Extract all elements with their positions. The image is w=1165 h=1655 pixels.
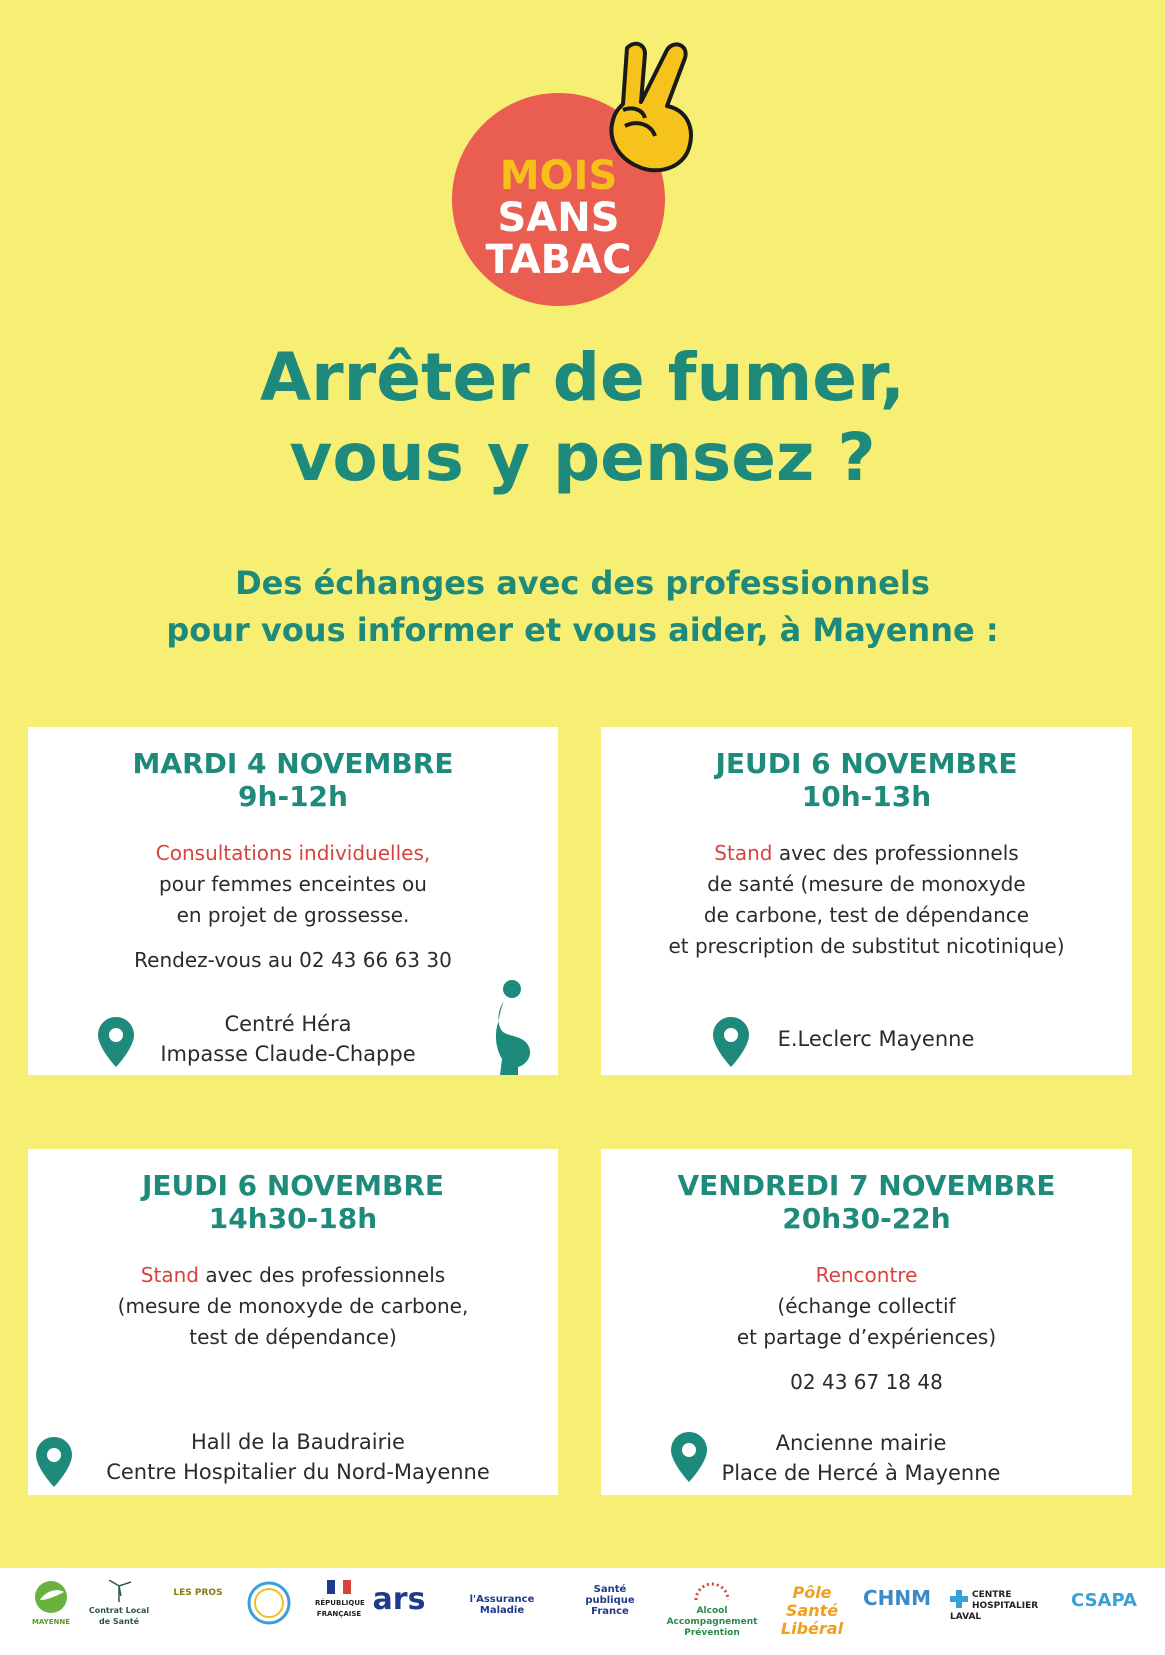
event-description-line: et partage d’expériences)	[736, 1325, 997, 1349]
event-hours: 10h-13h	[801, 780, 932, 813]
event-description	[28, 838, 558, 931]
event-location-line: Ancienne mairie	[775, 1431, 947, 1455]
event-card-2	[601, 727, 1132, 1075]
event-description-line: test de dépendance)	[189, 1325, 397, 1349]
event-highlight: Rencontre	[815, 1263, 918, 1287]
partner-label: ars	[372, 1582, 426, 1617]
event-hours: 20h30-22h	[782, 1202, 951, 1235]
event-description-line: de carbone, test de dépendance	[703, 903, 1030, 927]
subheadline-line-1: Des échanges avec des professionnels	[235, 564, 930, 602]
pole-sante-liberal-logo	[774, 1584, 850, 1644]
event-highlight: Consultations individuelles,	[155, 841, 431, 865]
contrat-local-sante-logo	[86, 1580, 152, 1640]
partner-label: Pôle Santé Libéral	[780, 1583, 844, 1638]
event-description-line: avec des professionnels	[198, 1263, 446, 1287]
event-description	[601, 1260, 1132, 1353]
event-location	[756, 1024, 996, 1054]
event-location	[711, 1428, 1011, 1488]
event-card-4	[601, 1149, 1132, 1495]
event-hours: 14h30-18h	[208, 1202, 378, 1235]
partner-label: MAYENNE	[31, 1618, 71, 1626]
mayenne-leaf-icon	[34, 1580, 68, 1614]
partner-label: CENTRE HOSPITALIER LAVAL	[950, 1590, 1039, 1622]
event-location-line: Centré Héra	[224, 1012, 352, 1036]
csapa-logo	[1066, 1590, 1142, 1650]
event-day: VENDREDI 7 NOVEMBRE	[677, 1169, 1056, 1202]
event-location-line: Impasse Claude-Chappe	[160, 1042, 416, 1066]
event-description	[601, 838, 1132, 962]
marianne-flag-icon	[327, 1580, 351, 1594]
les-pros-logo	[168, 1588, 228, 1648]
event-description	[28, 1260, 558, 1353]
event-highlight: Stand	[140, 1263, 199, 1287]
partner-label: Alcool Accompagnement Prévention	[666, 1606, 758, 1638]
event-card-3	[28, 1149, 558, 1495]
event-location	[138, 1009, 438, 1069]
partner-label: l'Assurance Maladie	[469, 1594, 535, 1616]
logo-line-2: SANS	[497, 195, 620, 241]
event-description-line: en projet de grossesse.	[176, 903, 410, 927]
event-description-line: et prescription de substitut nicotinique)	[668, 934, 1065, 958]
alcool-accompagnement-prevention-logo	[664, 1582, 760, 1642]
location-pin-icon	[713, 1017, 749, 1067]
headline	[0, 338, 1165, 498]
event-description-line: avec des professionnels	[772, 841, 1019, 865]
event-day: JEUDI 6 NOVEMBRE	[715, 747, 1018, 780]
partner-label: Santé publique France	[585, 1584, 635, 1617]
victory-hand-icon	[597, 40, 717, 180]
partner-label: CSAPA	[1071, 1590, 1137, 1611]
partner-label: CHNM	[862, 1586, 932, 1610]
centre-hospitalier-laval-logo	[950, 1590, 1042, 1650]
logo-line-1: MOIS	[499, 153, 618, 199]
subheadline	[0, 560, 1165, 654]
event-highlight: Stand	[714, 841, 773, 865]
event-day: MARDI 4 NOVEMBRE	[132, 747, 454, 780]
headline-line-1: Arrêter de fumer,	[260, 339, 905, 416]
partner-label: Contrat Local de Santé	[88, 1606, 150, 1626]
event-location-line: E.Leclerc Mayenne	[777, 1027, 975, 1051]
mayenne-communaute-logo	[26, 1580, 76, 1640]
ars-logo	[368, 1582, 430, 1642]
partner-label: RÉPUBLIQUE FRANÇAISE	[315, 1599, 365, 1618]
chnm-logo	[858, 1586, 936, 1646]
sante-publique-france-logo	[570, 1584, 650, 1644]
event-description-line: de santé (mesure de monoxyde	[707, 872, 1026, 896]
logo-line-3: TABAC	[485, 237, 632, 283]
partners-footer	[0, 1568, 1165, 1655]
assurance-maladie-logo	[452, 1594, 552, 1654]
event-phone: Rendez-vous au 02 43 66 63 30	[134, 948, 452, 972]
republique-francaise-logo	[315, 1580, 363, 1640]
event-day: JEUDI 6 NOVEMBRE	[141, 1169, 445, 1202]
medical-cross-icon	[950, 1590, 968, 1608]
event-description-line: (mesure de monoxyde de carbone,	[117, 1294, 469, 1318]
event-description-line: (échange collectif	[777, 1294, 956, 1318]
location-pin-icon	[36, 1437, 72, 1487]
event-location-line: Centre Hospitalier du Nord-Mayenne	[106, 1460, 490, 1484]
partner-label: LES PROS	[173, 1588, 223, 1598]
location-pin-icon	[671, 1432, 707, 1482]
event-phone: 02 43 67 18 48	[790, 1370, 943, 1394]
event-location-line: Hall de la Baudrairie	[191, 1430, 405, 1454]
pregnant-woman-icon	[488, 979, 540, 1075]
wind-turbine-icon	[99, 1580, 139, 1602]
event-hours: 9h-12h	[238, 780, 348, 813]
dotted-arc-icon	[692, 1582, 732, 1602]
event-description-line: pour femmes enceintes ou	[159, 872, 427, 896]
headline-line-2: vous y pensez ?	[289, 419, 876, 496]
event-location-line: Place de Hercé à Mayenne	[721, 1461, 1001, 1485]
location-pin-icon	[98, 1017, 134, 1067]
event-card-1	[28, 727, 558, 1075]
association-logo	[244, 1580, 294, 1640]
subheadline-line-2: pour vous informer et vous aider, à Mayenne :	[166, 611, 999, 649]
event-location	[73, 1427, 523, 1487]
mois-sans-tabac-logo	[452, 40, 732, 310]
circle-logo-icon	[246, 1580, 292, 1626]
